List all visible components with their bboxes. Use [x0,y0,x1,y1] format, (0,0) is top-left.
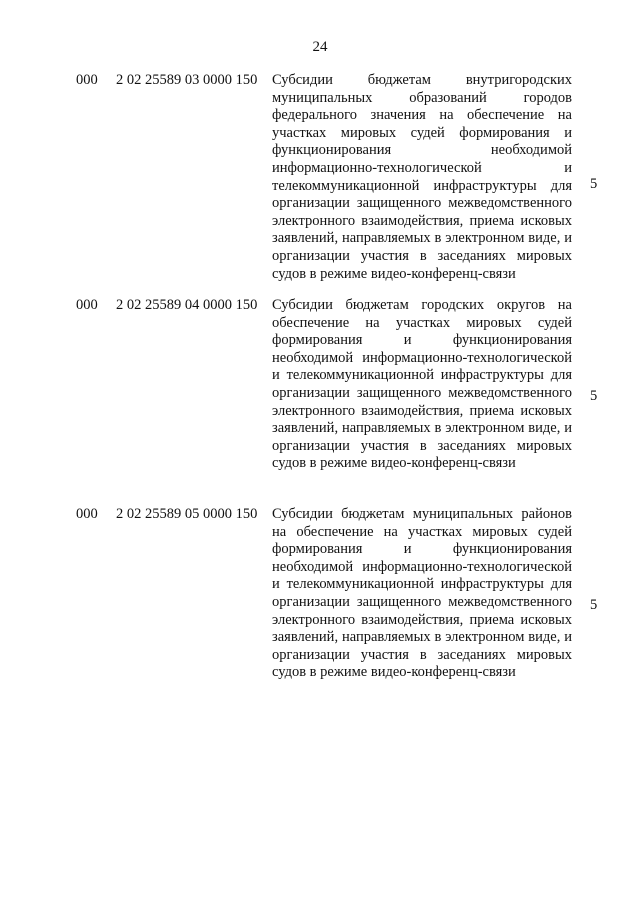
row-amount: 5 [590,388,598,404]
admin-code: 000 [76,72,98,88]
row-description: Субсидии бюджетам внутригородских муниципальных образований городов федерального значения на обеспечение на участках мировых судей формирования и функционирования необходимой информационно-технологической и телекоммуникационной инфраструктуры для организации защищенного межведомственного электронного взаимодействия, приема исковых заявлений, направляемых в электронном виде, и организации участия в заседаниях мировых судов в режиме видео-конференц-связи [272,72,572,282]
row-description: Субсидии бюджетам муниципальных районов на обеспечение на участках мировых судей формирования и функционирования необходимой информационно-технологической и телекоммуникационной инфраструктуры для организации защищенного межведомственного электронного взаимодействия, приема исковых заявлений, направляемых в электронном виде, и организации участия в заседаниях мировых судов в режиме видео-конференц-связи [272,506,572,681]
admin-code: 000 [76,506,98,522]
income-code: 2 02 25589 05 0000 150 [116,506,258,522]
income-code: 2 02 25589 03 0000 150 [116,72,258,88]
row-description: Субсидии бюджетам городских округов на обеспечение на участках мировых судей формирования и функционирования необходимой информационно-технологической и телекоммуникационной инфраструктуры для организации защищенного межведомственного электронного взаимодействия, приема исковых заявлений, направляемых в электронном виде, и организации участия в заседаниях мировых судов в режиме видео-конференц-связи [272,297,572,472]
row-amount: 5 [590,597,598,613]
row-amount: 5 [590,176,598,192]
page-number: 24 [312,39,328,55]
admin-code: 000 [76,297,98,313]
income-code: 2 02 25589 04 0000 150 [116,297,258,313]
